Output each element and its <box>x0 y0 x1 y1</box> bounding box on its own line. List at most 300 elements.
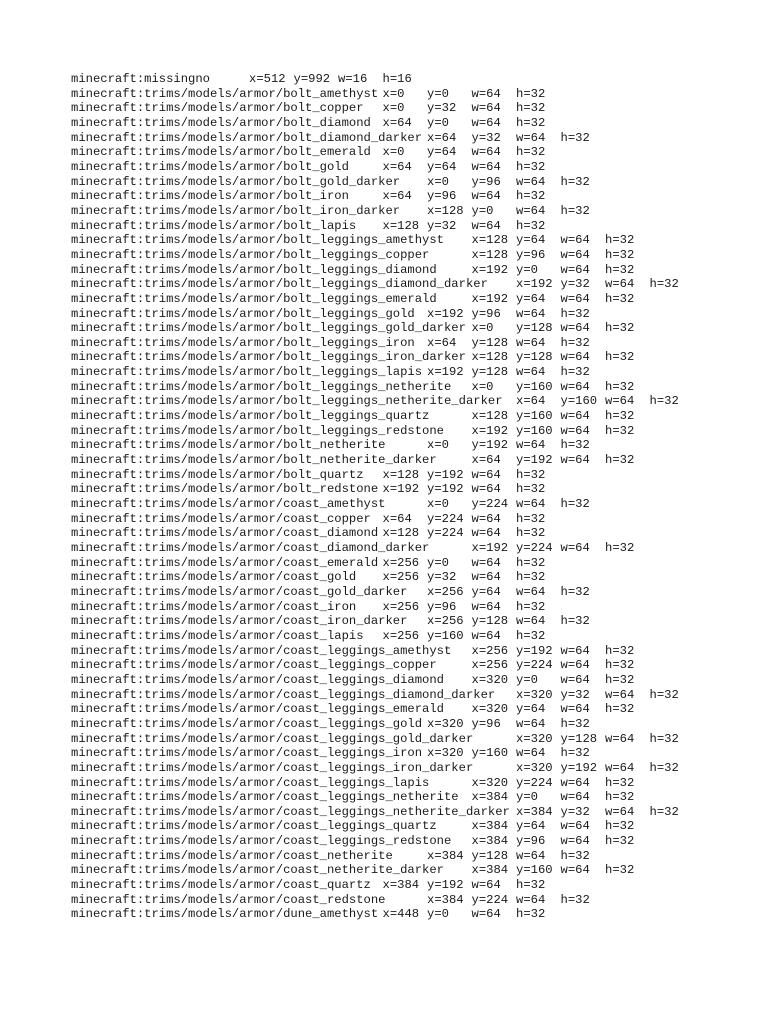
entry-h: h=32 <box>605 291 635 306</box>
entry-w: w=64 <box>560 453 590 468</box>
entry-x: x=192 <box>382 482 420 497</box>
entry-name: minecraft:trims/models/armor/coast_diamond <box>71 526 379 541</box>
entry-y: y=0 <box>427 86 449 101</box>
listing-line <box>71 556 711 571</box>
listing-line <box>71 365 711 380</box>
entry-name: minecraft:trims/models/armor/coast_gold <box>71 570 357 585</box>
entry-name: minecraft:trims/models/armor/bolt_leggings_diamond_darker <box>71 277 488 292</box>
entry-w: w=64 <box>471 86 501 101</box>
entry-name: minecraft:trims/models/armor/coast_diamond_darker <box>71 541 430 555</box>
entry-h: h=32 <box>516 526 546 541</box>
entry-w: w=64 <box>560 409 590 424</box>
listing-line <box>71 160 711 175</box>
entry-w: w=64 <box>471 526 501 541</box>
entry-w: w=64 <box>605 277 635 292</box>
entry-name: minecraft:trims/models/armor/bolt_leggings_redstone <box>71 423 444 438</box>
entry-h: h=32 <box>516 115 546 130</box>
entry-w: w=64 <box>516 130 546 145</box>
entry-h: h=32 <box>516 101 546 116</box>
entry-h: h=32 <box>605 321 635 336</box>
entry-name: minecraft:trims/models/armor/bolt_amethyst <box>71 86 379 101</box>
entry-name: minecraft:trims/models/armor/bolt_leggings_emerald <box>71 291 437 306</box>
entry-name: minecraft:trims/models/armor/bolt_leggings_iron <box>71 335 415 350</box>
entry-w: w=64 <box>471 218 501 233</box>
entry-name: minecraft:trims/models/armor/bolt_redstone <box>71 482 379 497</box>
entry-h: h=32 <box>516 86 546 101</box>
entry-name: minecraft:trims/models/armor/coast_leggings_gold_darker <box>71 731 474 746</box>
entry-y: y=128 <box>560 731 598 746</box>
entry-h: h=32 <box>605 834 635 849</box>
entry-x: x=384 <box>427 892 464 907</box>
listing-line <box>71 482 711 497</box>
listing-line <box>71 189 711 204</box>
entry-y: y=128 <box>516 350 553 365</box>
entry-h: h=32 <box>649 760 679 775</box>
entry-h: h=32 <box>605 775 635 790</box>
entry-x: x=192 <box>471 291 509 306</box>
listing-line <box>71 717 711 732</box>
entry-h: h=32 <box>605 233 635 248</box>
entry-name: minecraft:trims/models/armor/bolt_leggings_gold <box>71 306 415 321</box>
entry-h: h=32 <box>560 130 590 145</box>
entry-name: minecraft:trims/models/armor/bolt_iron_darker <box>71 203 401 218</box>
entry-x: x=0 <box>471 379 494 394</box>
entry-x: x=64 <box>382 159 412 174</box>
entry-y: y=0 <box>427 115 449 130</box>
entry-h: h=32 <box>605 863 635 878</box>
entry-y: y=96 <box>471 306 501 321</box>
entry-x: x=384 <box>427 848 464 863</box>
entry-name: minecraft:trims/models/armor/bolt_leggings_netherite <box>71 379 452 394</box>
entry-w: w=64 <box>516 365 546 380</box>
entry-name: minecraft:trims/models/armor/bolt_diamond_darker <box>71 130 423 145</box>
entry-y: y=96 <box>427 599 457 614</box>
listing-line <box>71 512 711 527</box>
entry-h: h=32 <box>560 584 590 599</box>
entry-x: x=192 <box>471 262 509 277</box>
listing-line <box>71 72 711 87</box>
listing-line <box>71 336 711 351</box>
entry-x: x=64 <box>382 189 412 204</box>
listing-line <box>71 277 711 292</box>
listing-line <box>71 585 711 600</box>
entry-name: minecraft:trims/models/armor/bolt_leggings_copper <box>71 247 430 262</box>
listing-line <box>71 790 711 805</box>
entry-name: minecraft:trims/models/armor/coast_leggings_diamond <box>71 672 444 687</box>
listing-line <box>71 761 711 776</box>
entry-y: y=96 <box>471 174 501 189</box>
listing-line <box>71 116 711 131</box>
entry-y: y=992 <box>293 72 331 86</box>
entry-w: w=64 <box>471 555 501 570</box>
entry-w: w=64 <box>605 731 635 746</box>
entry-name: minecraft:trims/models/armor/coast_iron_darker <box>71 614 408 629</box>
listing-line <box>71 600 711 615</box>
entry-x: x=64 <box>382 115 412 130</box>
entry-w: w=64 <box>471 511 501 526</box>
entry-h: h=32 <box>560 892 590 907</box>
listing-line <box>71 248 711 263</box>
entry-w: w=64 <box>516 497 546 512</box>
entry-y: y=192 <box>427 482 464 497</box>
entry-h: h=32 <box>605 790 635 805</box>
listing-line <box>71 732 711 747</box>
entry-x: x=320 <box>471 702 509 717</box>
entry-h: h=32 <box>516 599 546 614</box>
entry-x: x=0 <box>427 438 449 453</box>
entry-x: x=384 <box>516 804 553 819</box>
entry-w: w=64 <box>560 643 590 658</box>
entry-x: x=0 <box>382 86 405 101</box>
entry-y: y=160 <box>516 409 553 424</box>
entry-name: minecraft:trims/models/armor/coast_leggings_diamond_darker <box>71 687 496 702</box>
entry-x: x=256 <box>382 570 420 585</box>
entry-h: h=32 <box>605 819 635 834</box>
entry-y: y=128 <box>471 848 509 863</box>
listing-line <box>71 263 711 278</box>
entry-y: y=0 <box>516 790 538 805</box>
entry-y: y=0 <box>427 555 449 570</box>
entry-name: minecraft:trims/models/armor/coast_gold_darker <box>71 584 408 599</box>
entry-h: h=16 <box>382 72 412 86</box>
entry-x: x=192 <box>427 306 464 321</box>
entry-w: w=64 <box>560 775 590 790</box>
entry-y: y=160 <box>516 423 553 438</box>
listing-line <box>71 204 711 219</box>
entry-x: x=512 <box>249 72 286 86</box>
entry-w: w=64 <box>560 423 590 438</box>
entry-x: x=64 <box>427 130 457 145</box>
listing-line <box>71 878 711 893</box>
entry-name: minecraft:trims/models/armor/bolt_leggings_lapis <box>71 365 423 380</box>
entry-name: minecraft:trims/models/armor/bolt_leggings_iron_darker <box>71 350 466 365</box>
entry-h: h=32 <box>560 306 590 321</box>
entry-h: h=32 <box>560 716 590 731</box>
entry-y: y=96 <box>516 247 546 262</box>
entry-w: w=64 <box>605 760 635 775</box>
entry-w: w=64 <box>560 350 590 365</box>
entry-y: y=192 <box>516 643 553 658</box>
entry-w: w=64 <box>471 467 501 482</box>
entry-y: y=192 <box>560 760 598 775</box>
entry-x: x=128 <box>471 247 509 262</box>
listing-line <box>71 175 711 190</box>
entry-y: y=64 <box>427 159 457 174</box>
entry-w: w=64 <box>516 306 546 321</box>
entry-y: y=32 <box>471 130 501 145</box>
listing-line <box>71 819 711 834</box>
entry-h: h=32 <box>516 628 546 643</box>
entry-h: h=32 <box>605 247 635 262</box>
entry-h: h=32 <box>649 687 679 702</box>
entry-w: w=64 <box>516 716 546 731</box>
entry-name: minecraft:trims/models/armor/bolt_quartz <box>71 467 364 482</box>
listing-line <box>71 614 711 629</box>
entry-y: y=192 <box>516 453 553 468</box>
entry-x: x=256 <box>427 584 464 599</box>
entry-x: x=320 <box>427 716 464 731</box>
entry-w: w=64 <box>516 203 546 218</box>
entry-name: minecraft:trims/models/armor/bolt_iron <box>71 189 349 204</box>
entry-w: w=64 <box>471 907 501 922</box>
listing-line <box>71 233 711 248</box>
entry-x: x=0 <box>471 321 494 336</box>
entry-h: h=32 <box>560 746 590 761</box>
entry-h: h=32 <box>516 218 546 233</box>
entry-x: x=192 <box>516 277 553 292</box>
entry-h: h=32 <box>560 848 590 863</box>
entry-h: h=32 <box>605 409 635 424</box>
entry-name: minecraft:trims/models/armor/bolt_diamond <box>71 115 371 130</box>
entry-y: y=160 <box>427 628 464 643</box>
listing-line <box>71 409 711 424</box>
entry-y: y=160 <box>560 394 598 409</box>
entry-name: minecraft:trims/models/armor/bolt_leggings_netherite_darker <box>71 394 503 409</box>
listing-line <box>71 907 711 922</box>
entry-w: w=64 <box>560 379 590 394</box>
entry-h: h=32 <box>605 423 635 438</box>
entry-x: x=320 <box>471 672 509 687</box>
entry-w: w=16 <box>338 72 368 86</box>
entry-y: y=224 <box>516 775 553 790</box>
entry-x: x=256 <box>382 628 420 643</box>
entry-h: h=32 <box>560 365 590 380</box>
listing-line <box>71 746 711 761</box>
entry-y: y=224 <box>427 511 464 526</box>
entry-w: w=64 <box>560 291 590 306</box>
entry-name: minecraft:trims/models/armor/coast_copper <box>71 511 371 526</box>
listing-line <box>71 570 711 585</box>
entry-y: y=224 <box>427 526 464 541</box>
entry-y: y=128 <box>471 614 509 629</box>
entry-h: h=32 <box>560 497 590 512</box>
entry-y: y=64 <box>427 145 457 160</box>
entry-y: y=96 <box>516 834 546 849</box>
entry-y: y=192 <box>427 467 464 482</box>
entry-name: minecraft:trims/models/armor/bolt_lapis <box>71 218 357 233</box>
entry-h: h=32 <box>560 203 590 218</box>
entry-x: x=384 <box>471 834 509 849</box>
entry-x: x=64 <box>427 335 457 350</box>
entry-x: x=128 <box>427 203 464 218</box>
listing-line <box>71 438 711 453</box>
entry-h: h=32 <box>605 262 635 277</box>
entry-name: minecraft:trims/models/armor/coast_leggings_amethyst <box>71 643 452 658</box>
entry-w: w=64 <box>471 570 501 585</box>
entry-x: x=128 <box>471 350 509 365</box>
entry-h: h=32 <box>605 453 635 468</box>
entry-name: minecraft:trims/models/armor/coast_lapis <box>71 628 364 643</box>
entry-name: minecraft:trims/models/armor/bolt_leggings_amethyst <box>71 233 444 248</box>
entry-w: w=64 <box>560 247 590 262</box>
listing-line <box>71 644 711 659</box>
entry-w: w=64 <box>560 233 590 248</box>
entry-x: x=128 <box>382 467 420 482</box>
listing-line <box>71 424 711 439</box>
listing-line <box>71 776 711 791</box>
entry-x: x=384 <box>471 863 509 878</box>
entry-x: x=256 <box>382 599 420 614</box>
entry-h: h=32 <box>560 438 590 453</box>
listing-line <box>71 292 711 307</box>
entry-name: minecraft:trims/models/armor/coast_netherite_darker <box>71 863 444 878</box>
entry-y: y=128 <box>471 335 509 350</box>
entry-x: x=128 <box>471 233 509 248</box>
entry-w: w=64 <box>516 746 546 761</box>
listing-line <box>71 834 711 849</box>
entry-name: minecraft:trims/models/armor/bolt_netherite <box>71 438 386 453</box>
entry-y: y=64 <box>516 291 546 306</box>
entry-h: h=32 <box>560 174 590 189</box>
entry-x: x=320 <box>516 687 553 702</box>
entry-name: minecraft:trims/models/armor/coast_leggings_copper <box>71 658 437 673</box>
entry-y: y=32 <box>427 101 457 116</box>
entry-w: w=64 <box>605 394 635 409</box>
entry-y: y=0 <box>516 262 538 277</box>
entry-w: w=64 <box>560 262 590 277</box>
listing-line <box>71 629 711 644</box>
entry-w: w=64 <box>471 101 501 116</box>
entry-h: h=32 <box>516 467 546 482</box>
entry-h: h=32 <box>516 159 546 174</box>
listing-line <box>71 893 711 908</box>
listing-line <box>71 702 711 717</box>
entry-y: y=96 <box>427 189 457 204</box>
entry-w: w=64 <box>560 863 590 878</box>
entry-y: y=160 <box>516 863 553 878</box>
entry-name: minecraft:trims/models/armor/coast_netherite <box>71 848 393 863</box>
entry-x: x=0 <box>427 497 449 512</box>
entry-h: h=32 <box>516 570 546 585</box>
entry-h: h=32 <box>605 658 635 673</box>
entry-y: y=128 <box>471 365 509 380</box>
entry-x: x=64 <box>471 453 501 468</box>
entry-y: y=224 <box>516 658 553 673</box>
entry-h: h=32 <box>516 189 546 204</box>
entry-h: h=32 <box>605 672 635 687</box>
entry-name: minecraft:trims/models/armor/coast_iron <box>71 599 357 614</box>
entry-h: h=32 <box>516 511 546 526</box>
entry-w: w=64 <box>560 702 590 717</box>
listing-line <box>71 87 711 102</box>
entry-x: x=256 <box>382 555 420 570</box>
entry-h: h=32 <box>560 335 590 350</box>
entry-name: minecraft:trims/models/armor/dune_amethyst <box>71 907 379 922</box>
entry-name: minecraft:trims/models/armor/coast_leggings_lapis <box>71 775 430 790</box>
entry-y: y=0 <box>427 907 449 922</box>
entry-w: w=64 <box>516 584 546 599</box>
listing-line <box>71 658 711 673</box>
entry-y: y=224 <box>471 892 509 907</box>
entry-name: minecraft:missingno <box>71 72 210 86</box>
entry-y: y=32 <box>560 277 590 292</box>
listing-line <box>71 145 711 160</box>
entry-name: minecraft:trims/models/armor/coast_emerald <box>71 555 379 570</box>
entry-y: y=0 <box>516 672 538 687</box>
entry-name: minecraft:trims/models/armor/coast_redstone <box>71 892 386 907</box>
entry-y: y=192 <box>427 878 464 893</box>
entry-w: w=64 <box>560 658 590 673</box>
entry-x: x=384 <box>471 790 509 805</box>
entry-h: h=32 <box>516 482 546 497</box>
entry-y: y=96 <box>471 716 501 731</box>
listing-line <box>71 350 711 365</box>
entry-h: h=32 <box>605 541 635 555</box>
entry-x: x=0 <box>382 101 405 116</box>
listing-line <box>71 453 711 468</box>
listing-line <box>71 526 711 541</box>
entry-y: y=32 <box>560 804 590 819</box>
entry-w: w=64 <box>516 848 546 863</box>
listing-line <box>71 219 711 234</box>
entry-y: y=64 <box>516 702 546 717</box>
listing-line <box>71 101 711 116</box>
entry-name: minecraft:trims/models/armor/coast_leggings_redstone <box>71 834 452 849</box>
entry-name: minecraft:trims/models/armor/coast_leggings_emerald <box>71 702 444 717</box>
entry-w: w=64 <box>471 482 501 497</box>
entry-name: minecraft:trims/models/armor/bolt_emerald <box>71 145 371 160</box>
entry-h: h=32 <box>516 145 546 160</box>
entry-y: y=64 <box>516 819 546 834</box>
entry-y: y=192 <box>471 438 509 453</box>
entry-name: minecraft:trims/models/armor/bolt_gold <box>71 159 349 174</box>
listing-line <box>71 321 711 336</box>
entry-name: minecraft:trims/models/armor/coast_amethyst <box>71 497 386 512</box>
listing-line <box>71 863 711 878</box>
entry-x: x=448 <box>382 907 420 922</box>
listing-line <box>71 131 711 146</box>
entry-h: h=32 <box>605 379 635 394</box>
entry-x: x=128 <box>471 409 509 424</box>
entry-y: y=0 <box>471 203 494 218</box>
entry-h: h=32 <box>605 350 635 365</box>
entry-y: y=224 <box>516 541 553 555</box>
entry-w: w=64 <box>560 541 590 555</box>
entry-w: w=64 <box>560 834 590 849</box>
entry-h: h=32 <box>516 907 546 922</box>
entry-name: minecraft:trims/models/armor/coast_leggings_iron_darker <box>71 760 474 775</box>
entry-h: h=32 <box>560 614 590 629</box>
entry-w: w=64 <box>516 614 546 629</box>
listing-line <box>71 849 711 864</box>
entry-x: x=192 <box>471 541 509 555</box>
entry-x: x=320 <box>516 760 553 775</box>
listing-line <box>71 380 711 395</box>
entry-w: w=64 <box>605 687 635 702</box>
entry-name: minecraft:trims/models/armor/bolt_leggings_diamond <box>71 262 437 277</box>
entry-x: x=128 <box>382 218 420 233</box>
entry-h: h=32 <box>649 731 679 746</box>
entry-name: minecraft:trims/models/armor/coast_leggings_netherite <box>71 790 459 805</box>
entry-x: x=64 <box>382 511 412 526</box>
entry-name: minecraft:trims/models/armor/bolt_gold_darker <box>71 174 401 189</box>
entry-x: x=384 <box>471 819 509 834</box>
listing-line <box>71 307 711 322</box>
entry-w: w=64 <box>471 189 501 204</box>
entry-h: h=32 <box>605 702 635 717</box>
entry-x: x=384 <box>382 878 420 893</box>
entry-name: minecraft:trims/models/armor/coast_quartz <box>71 878 371 893</box>
entry-y: y=224 <box>471 497 509 512</box>
entry-x: x=320 <box>516 731 553 746</box>
entry-x: x=0 <box>427 174 449 189</box>
entry-h: h=32 <box>649 277 679 292</box>
entry-y: y=160 <box>516 379 553 394</box>
entry-w: w=64 <box>516 892 546 907</box>
entry-name: minecraft:trims/models/armor/coast_leggings_quartz <box>71 819 437 834</box>
entry-x: x=192 <box>471 423 509 438</box>
listing-line <box>71 673 711 688</box>
